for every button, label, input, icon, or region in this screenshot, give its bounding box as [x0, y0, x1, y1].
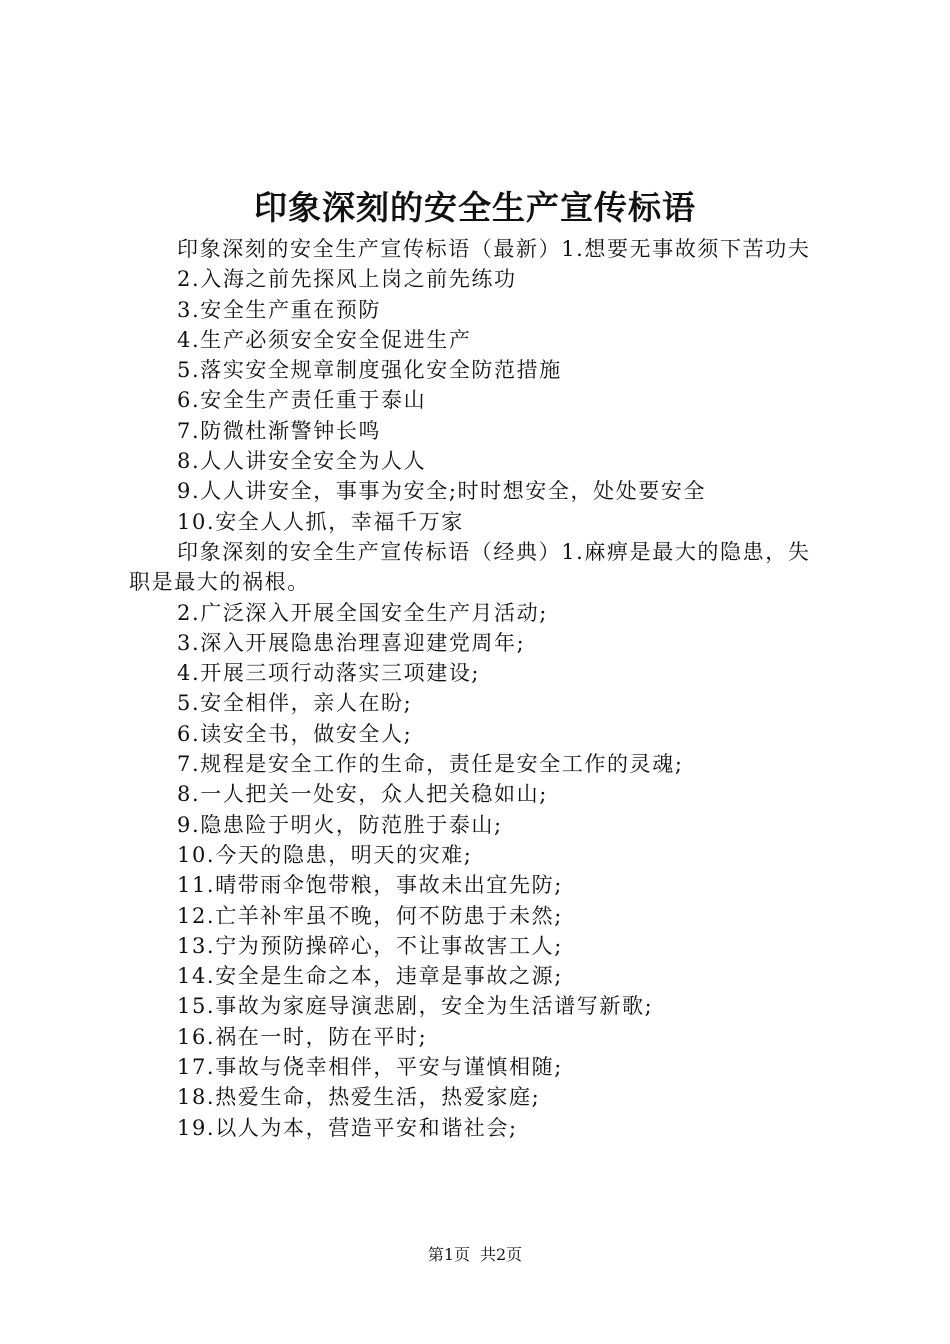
- list-item: 3.深入开展隐患治理喜迎建党周年;: [177, 630, 526, 655]
- page-number: 第1页: [427, 1245, 470, 1264]
- list-item: 18.热爱生命，热爱生活，热爱家庭;: [177, 1085, 541, 1110]
- list-item: 11.晴带雨伞饱带粮，事故未出宜先防;: [177, 873, 563, 898]
- list-item: 19.以人为本，营造平安和谐社会;: [177, 1115, 518, 1140]
- list-item: 8.人人讲安全安全为人人: [177, 449, 427, 474]
- list-item: 14.安全是生命之本，违章是事故之源;: [177, 964, 563, 989]
- list-item: 2.入海之前先探风上岗之前先练功: [177, 267, 517, 292]
- list-item: 16.祸在一时，防在平时;: [177, 1024, 428, 1049]
- section2-list: [129, 598, 829, 1143]
- document-body: [129, 234, 829, 1143]
- list-item: 12.亡羊补牢虽不晚，何不防患于未然;: [177, 903, 563, 928]
- list-item: 6.安全生产责任重于泰山: [177, 388, 427, 413]
- section1-intro: 印象深刻的安全生产宣传标语（最新）1.想要无事故须下苦功夫: [177, 237, 811, 261]
- total-pages: 共2页: [480, 1245, 523, 1264]
- list-item: 9.隐患险于明火，防范胜于泰山;: [177, 812, 503, 837]
- section2-intro: 印象深刻的安全生产宣传标语（经典）1.麻痹是最大的隐患，失职是最大的祸根。: [129, 539, 811, 595]
- page-footer: [0, 1244, 950, 1266]
- list-item: 4.开展三项行动落实三项建设;: [177, 661, 481, 686]
- list-item: 3.安全生产重在预防: [177, 297, 382, 322]
- list-item: 7.防微杜渐警钟长鸣: [177, 418, 382, 443]
- list-item: 5.安全相伴，亲人在盼;: [177, 691, 413, 716]
- list-item: 15.事故为家庭导演悲剧，安全为生活谱写新歌;: [177, 994, 654, 1019]
- page-title: 印象深刻的安全生产宣传标语: [254, 188, 696, 227]
- list-item: 5.落实安全规章制度强化安全防范措施: [177, 358, 562, 383]
- list-item: 2.广泛深入开展全国安全生产月活动;: [177, 600, 548, 625]
- list-item: 9.人人讲安全，事事为安全;时时想安全，处处要安全: [177, 479, 707, 504]
- list-item: 6.读安全书，做安全人;: [177, 721, 413, 746]
- list-item: 4.生产必须安全安全促进生产: [177, 327, 472, 352]
- list-item: 8.一人把关一处安，众人把关稳如山;: [177, 782, 548, 807]
- list-item: 10.安全人人抓，幸福千万家: [177, 509, 464, 534]
- list-item: 10.今天的隐患，明天的灾难;: [177, 842, 473, 867]
- list-item: 7.规程是安全工作的生命，责任是安全工作的灵魂;: [177, 752, 684, 777]
- section1-list: [129, 264, 829, 537]
- list-item: 17.事故与侥幸相伴，平安与谨慎相随;: [177, 1055, 563, 1080]
- list-item: 13.宁为预防操碎心，不让事故害工人;: [177, 933, 563, 958]
